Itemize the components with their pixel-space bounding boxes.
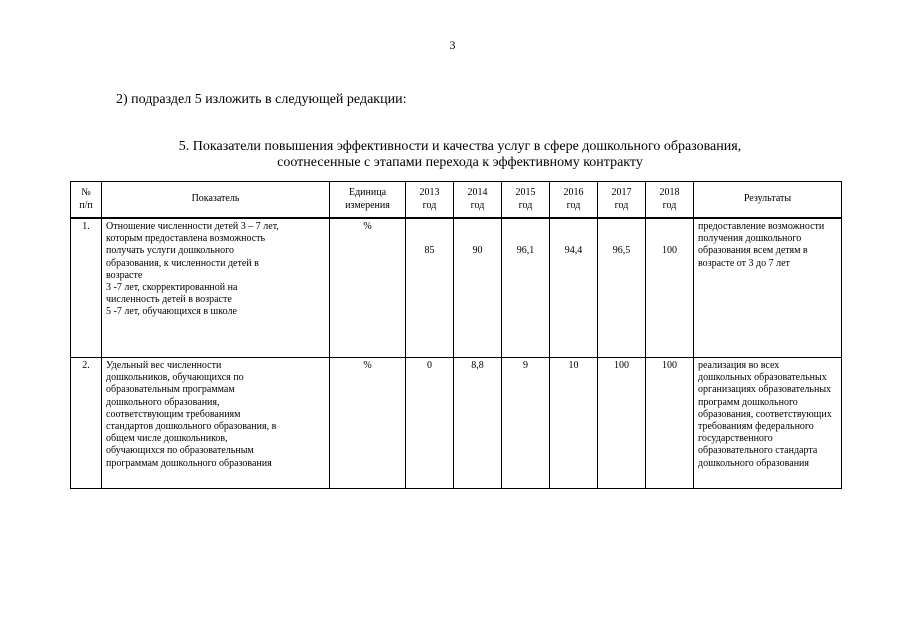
value-2014: 90 (454, 218, 502, 358)
header-year-label: 2017 (611, 187, 632, 199)
header-year-label: 2015 (515, 187, 536, 199)
header-num (71, 182, 102, 219)
results-line: дошкольного образования (698, 457, 810, 469)
table-header-row (71, 182, 842, 219)
results-line: образования всем детям в (698, 245, 808, 257)
indicator-cell (102, 218, 330, 358)
indicator-cell (102, 358, 330, 489)
header-year-label: 2013 (419, 187, 440, 199)
indicator-line: 5 -7 лет, обучающихся в школе (106, 306, 237, 318)
row-number: 2. (71, 358, 102, 489)
page-number: 3 (449, 38, 456, 52)
value-2013: 0 (406, 358, 454, 489)
unit-cell: % (330, 358, 406, 489)
value-2018: 100 (646, 218, 694, 358)
results-line: организациях образовательных (698, 384, 832, 396)
header-year-sub: год (470, 199, 485, 211)
results-line: дошкольных образовательных (698, 372, 827, 384)
header-year-sub: год (518, 199, 533, 211)
header-indicator: Показатель (102, 182, 330, 219)
indicator-line: образования, к численности детей в (106, 257, 259, 269)
header-year-2014 (454, 182, 502, 219)
indicator-line: соответствующим требованиям (106, 408, 241, 420)
results-line: образования, соответствующих (698, 408, 832, 420)
intro-paragraph: 2) подраздел 5 изложить в следующей редакции: (116, 92, 407, 107)
header-year-2018 (646, 182, 694, 219)
indicators-table (70, 181, 842, 489)
value-2016: 10 (550, 358, 598, 489)
value-2018: 100 (646, 358, 694, 489)
header-year-2013 (406, 182, 454, 219)
value-2014: 8,8 (454, 358, 502, 489)
indicator-line: возрасте (106, 269, 143, 281)
value-2017: 96,5 (598, 218, 646, 358)
header-year-2016 (550, 182, 598, 219)
section-heading-line-1: 5. Показатели повышения эффективности и качества услуг в сфере дошкольного образования, (178, 139, 742, 154)
header-unit-line-1: Единица (348, 187, 387, 199)
indicator-line: дошкольного образования, (106, 396, 220, 408)
indicator-line: численность детей в возрасте (106, 294, 232, 306)
value-2015: 96,1 (502, 218, 550, 358)
header-year-sub: год (614, 199, 629, 211)
header-year-label: 2016 (563, 187, 584, 199)
results-line: требованиям федерального (698, 421, 814, 433)
results-line: получения дошкольного (698, 233, 802, 245)
results-line: возрасте от 3 до 7 лет (698, 257, 790, 269)
unit-cell: % (330, 218, 406, 358)
header-year-2015 (502, 182, 550, 219)
indicator-line: получать услуги дошкольного (106, 245, 234, 257)
header-year-sub: год (662, 199, 677, 211)
indicator-line: общем числе дошкольников, (106, 433, 228, 445)
results-line: программ дошкольного (698, 396, 798, 408)
indicator-line: образовательным программам (106, 384, 235, 396)
results-line: образовательного стандарта (698, 445, 818, 457)
row-number: 1. (71, 218, 102, 358)
indicator-line: Отношение численности детей 3 – 7 лет, (106, 221, 279, 232)
header-year-label: 2014 (467, 187, 488, 199)
header-year-label: 2018 (659, 187, 680, 199)
header-year-sub: год (566, 199, 581, 211)
indicator-line: которым предоставлена возможность (106, 233, 266, 245)
results-line: государственного (698, 433, 773, 445)
section-heading-line-2: соотнесенные с этапами перехода к эффективному контракту (277, 155, 643, 170)
table-row (71, 218, 842, 358)
indicator-line: программам дошкольного образования (106, 457, 272, 469)
indicator-line: Удельный вес численности (106, 360, 222, 371)
table-row (71, 358, 842, 489)
header-unit-line-2: измерения (345, 199, 390, 211)
value-2015: 9 (502, 358, 550, 489)
value-2017: 100 (598, 358, 646, 489)
indicator-line: стандартов дошкольного образования, в (106, 421, 277, 433)
results-cell (694, 218, 842, 358)
section-heading (70, 139, 850, 171)
indicator-line: дошкольников, обучающихся по (106, 372, 244, 384)
header-num-line-2: п/п (79, 199, 93, 211)
header-unit (330, 182, 406, 219)
header-num-line-1: № (81, 187, 91, 199)
value-2016: 94,4 (550, 218, 598, 358)
header-year-2017 (598, 182, 646, 219)
header-year-sub: год (422, 199, 437, 211)
results-cell (694, 358, 842, 489)
indicator-line: обучающихся по образовательным (106, 445, 254, 457)
indicator-line: 3 -7 лет, скорректированной на (106, 282, 238, 294)
results-line: реализация во всех (698, 360, 780, 371)
value-2013: 85 (406, 218, 454, 358)
results-line: предоставление возможности (698, 221, 825, 232)
header-results: Результаты (694, 182, 842, 219)
